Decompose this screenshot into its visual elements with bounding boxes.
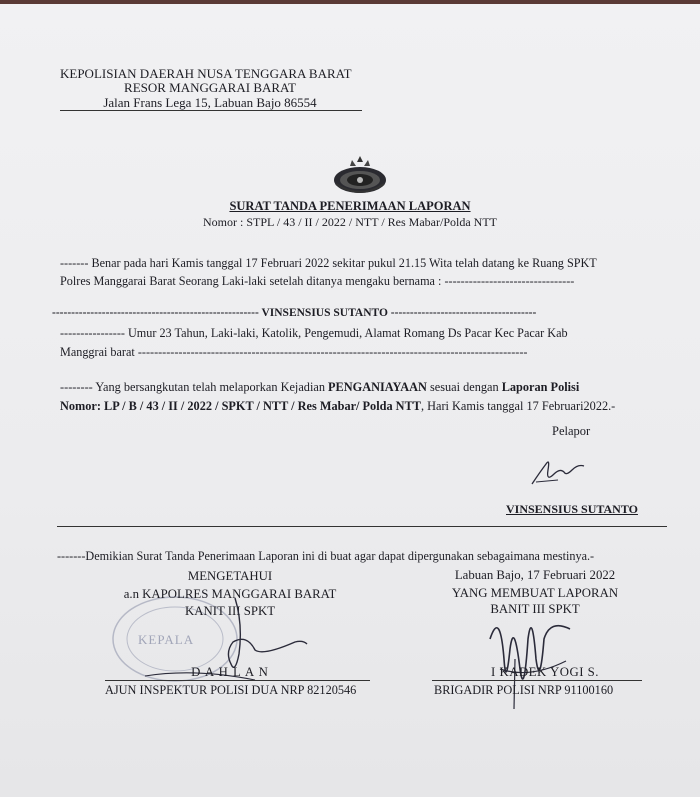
right-position-label: BANIT III SPKT [490,602,580,616]
police-emblem-icon [330,154,390,198]
agency-name: KEPOLISIAN DAERAH NUSA TENGGARA BARAT [60,66,352,81]
pelapor-signature-icon [528,452,598,492]
left-signer-name: D A H L A N [191,665,269,679]
reporter-name-line: ------------------------------------------------------ VINSENSIUS SUTANTO -------------------------------------- [52,307,537,319]
place-date: Labuan Bajo, 17 Februari 2022 [454,568,616,582]
left-position-label: KANIT III SPKT [184,604,276,618]
reporter-details-line-1: ---------------- Umur 23 Tahun, Laki-laki, Katolik, Pengemudi, Alamat Romang Ds Pacar Kec Pacar Kab [60,326,568,340]
incident-type: PENGANIAYAAN [328,380,427,394]
stamp-text: KEPALA [138,632,195,647]
unit-address: Jalan Frans Lega 15, Labuan Bajo 86554 [103,95,317,110]
acknowledged-label: MENGETAHUI [187,569,273,583]
statement-line-1: ------- Benar pada hari Kamis tanggal 17 Februari 2022 sekitar pukul 21.15 Wita telah datang ke Ruang SPKT [60,256,597,270]
pelapor-label: Pelapor [552,424,591,438]
header-rule [60,110,362,111]
document-number: Nomor : STPL / 43 / II / 2022 / NTT / Res Mabar/Polda NTT [203,215,497,229]
left-signature-rule [105,680,370,681]
pelapor-name: VINSENSIUS SUTANTO [506,502,638,516]
statement-line-2: Polres Manggarai Barat Seorang Laki-laki setelah ditanya mengaku bernama : -------------------------------- [60,274,575,288]
report-statement [60,378,670,416]
right-signature-rule [432,680,642,681]
report-mid: sesuai dengan [426,380,502,394]
unit-name: RESOR MANGGARAI BARAT [124,80,296,95]
document-sheet [0,4,700,797]
right-signer-name: I KADEK YOGI S. [491,665,599,679]
document-title: SURAT TANDA PENERIMAAN LAPORAN [229,199,471,213]
reporter-details-line-2: Manggrai barat ------------------------------------------------------------------------------------------------ [60,345,528,359]
report-label: Laporan Polisi [501,380,580,394]
report-suffix: , Hari Kamis tanggal 17 Februari2022.- [420,399,616,413]
section-rule [57,526,667,527]
reporter-officer-label: YANG MEMBUAT LAPORAN [451,586,619,600]
report-prefix: -------- Yang bersangkutan telah melaporkan Kejadian [60,380,329,394]
closing-statement: -------Demikian Surat Tanda Penerimaan Laporan ini di buat agar dapat dipergunakan sebagaimana mestinya.- [57,549,595,563]
report-number: Nomor: LP / B / 43 / II / 2022 / SPKT / NTT / Res Mabar/ Polda NTT [60,399,421,413]
on-behalf-label: a.n KAPOLRES MANGGARAI BARAT [123,587,337,601]
right-signer-rank: BRIGADIR POLISI NRP 91100160 [434,683,614,697]
left-signer-rank: AJUN INSPEKTUR POLISI DUA NRP 82120546 [105,683,357,697]
